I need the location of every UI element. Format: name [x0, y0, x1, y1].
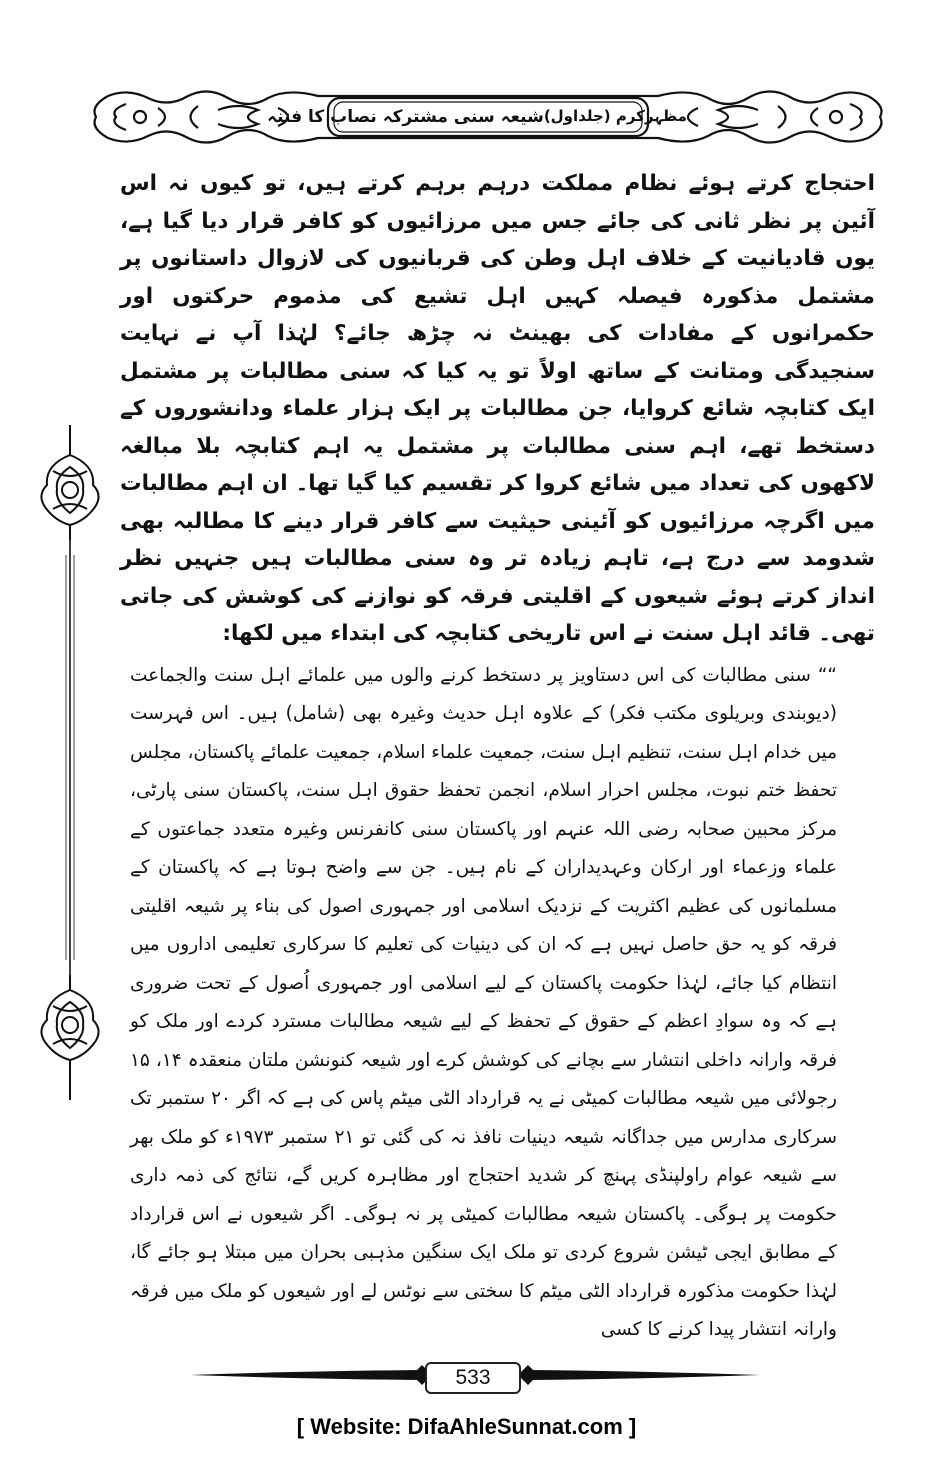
header-title-box: [267, 100, 687, 132]
website-footer: [ Website: DifaAhleSunnat.com ]: [296, 1414, 637, 1439]
section-title: شیعہ سنی مشترکہ نصاب کا فتنہ: [267, 106, 544, 127]
page-number: 533: [425, 1362, 521, 1394]
quoted-paragraph: ““ سنی مطالبات کی اس دستاویز پر دستخط کرنے والوں میں علمائے اہل سنت والجماعت (دیوبندی وبریلوی مکتب فکر) کے علاوہ اہل حدیث وغیرہ بھی (شامل) ہیں۔ اس فہرست میں خدام اہل سنت، تنظیم اہل سنت، جمعیت علماء اسلام، جمعیت علمائے پاکستان، مجلس تحفظ ختم نبوت، مجلس احرار اسلام، انجمن تحفظ حقوق اہل سنت، پاکستان سنی پارٹی، مرکز محبین صحابہ رضی اللہ عنہم اور پاکستان سنی کانفرنس وغیرہ متعدد جماعتوں کے علماء وزعماء اور ارکان وعہدیداران کے نام ہیں۔ جن سے واضح ہوتا ہے کہ پاکستان کے مسلمانوں کی عظیم اکثریت کے نزدیک اسلامی اور جمہوری اصول کی بناء پر شیعہ اقلیتی فرقہ کو یہ حق حاصل نہیں ہے کہ ان کی دینیات کی تعلیم کا سرکاری تعلیمی اداروں میں انتظام کیا جائے، لہٰذا حکومت پاکستان کے لیے اسلامی اور جمہوری اُصول کے تحت ضروری ہے کہ وہ سوادِ اعظم کے حقوق کے تحفظ کے لیے شیعہ مطالبات مسترد کردے اور ملک کو فرقہ وارانہ داخلی انتشار سے بچانے کی کوشش کرے اور شیعہ کنونشن ملتان منعقدہ ۱۴، ۱۵ رجولائی میں شیعہ مطالبات کمیٹی نے یہ قرارداد الٹی میٹم پاس کی ہے کہ اگر ۲۰ ستمبر تک سرکاری مدارس میں جداگانہ شیعہ دینیات نافذ نہ کی گئی تو ۲۱ ستمبر ۱۹۷۳ء کو ملک بھر سے شیعہ عوام راولپنڈی پہنچ کر شدید احتجاج اور مظاہرہ کریں گے، نتائج کی ذمہ داری حکومت پر ہوگی۔ پاکستان شیعہ مطالبات کمیٹی پر نہ ہوگی۔ اگر شیعوں نے اس قرارداد کے مطابق ایجی ٹیشن شروع کردی تو ملک ایک سنگین مذہبی بحران میں مبتلا ہو جائے گا، لہٰذا حکومت مذکورہ قرارداد الٹی میٹم کا سختی سے نوٹس لے اور شیعوں کو ملک میں فرقہ وارانہ انتشار پیدا کرنے کا کسی: [130, 664, 838, 1340]
main-paragraph: احتجاج کرتے ہوئے نظام مملکت درہم برہم کرتے ہیں، تو کیوں نہ اس آئین پر نظر ثانی کی جائے جس میں مرزائیوں کو کافر قرار دیا گیا ہے، یوں قادیانیت کے خلاف اہل وطن کی قربانیوں کی لازوال داستانوں پر مشتمل مذکورہ فیصلہ کہیں اہل تشیع کی مذموم حرکتوں اور حکمرانوں کے مفادات کی بھینٹ نہ چڑھ جائے؟ لہٰذا آپ نے نہایت سنجیدگی ومتانت کے ساتھ اولاً تو یہ کیا کہ سنی مطالبات پر مشتمل ایک کتابچہ شائع کروایا، جن مطالبات پر ایک ہزار علماء ودانشوروں کے دستخط تھے، اہم سنی مطالبات پر مشتمل یہ اہم کتابچہ بلا مبالغہ لاکھوں کی تعداد میں شائع کروا کر تقسیم کیا گیا تھا۔ ان اہم مطالبات میں اگرچہ مرزائیوں کو آئینی حیثیت سے کافر قرار دینے کا مطالبہ بھی شدومد سے درج ہے، تاہم زیادہ تر وہ سنی مطالبات ہیں جنہیں نظر انداز کرتے ہوئے شیعوں کے اقلیتی فرقہ کو نوازنے کی کوشش کی جاتی تھی۔ قائد اہل سنت نے اس تاریخی کتابچہ کی ابتداء میں لکھا:: [120, 171, 875, 646]
page-content: [120, 165, 875, 1368]
page-header: [88, 86, 888, 148]
vertical-flourish-icon: [35, 425, 105, 1105]
margin-ornament: [35, 425, 105, 1105]
book-title: مظہرکرم (جلداول): [543, 107, 687, 125]
